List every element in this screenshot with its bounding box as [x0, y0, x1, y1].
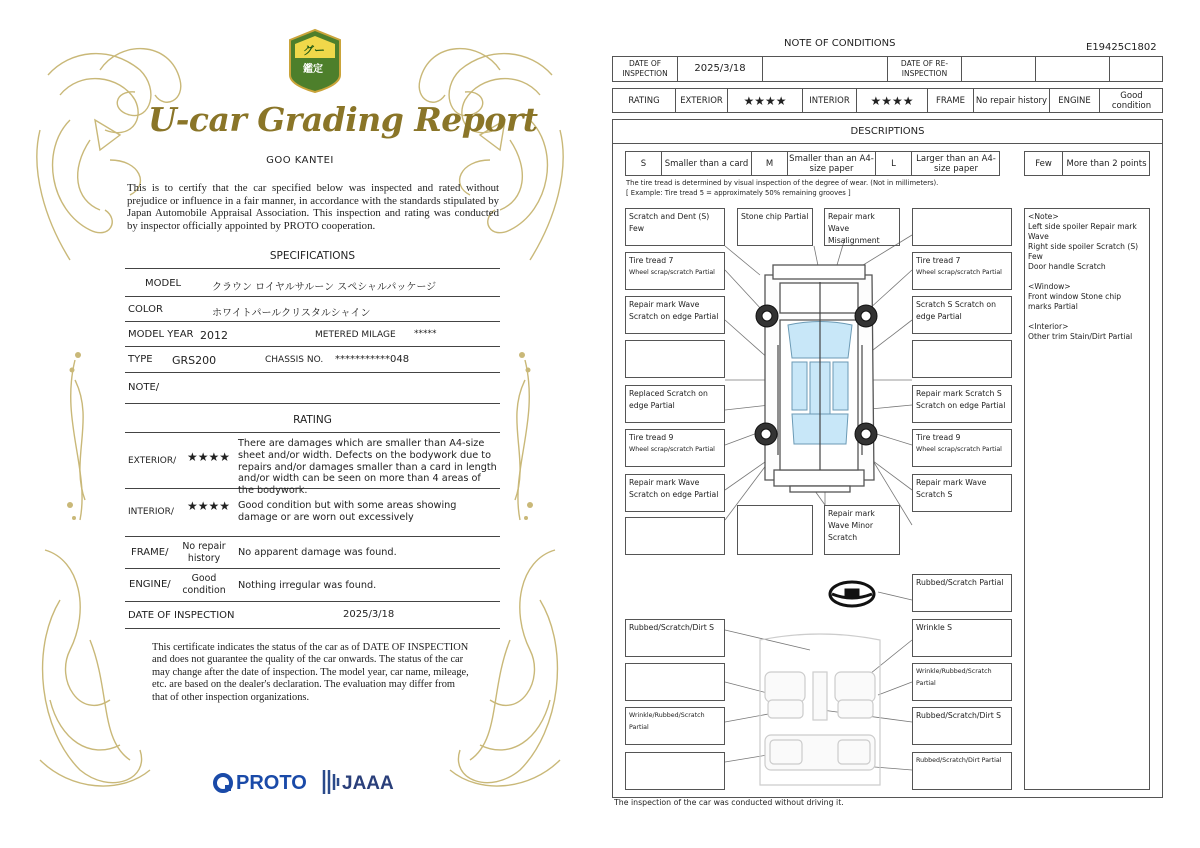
interior-note — [625, 663, 725, 701]
interior-note: Rubbed/Scratch/Dirt Partial — [912, 752, 1012, 790]
type-label: TYPE — [128, 354, 153, 365]
legend-s-desc: Smaller than a card — [662, 152, 752, 175]
exterior-rating-row — [125, 434, 500, 497]
date-inspection-value: 2025/3/18 — [678, 57, 763, 81]
interior-note: Rubbed/Scratch/Dirt S — [625, 619, 725, 657]
exterior-description: There are damages which are smaller than A4-size sheet and/or width. Defects on the bodywork due to repairs and/or damages smaller than a card in length and/or width can be seen on more than 4 areas of the bodywork. — [238, 438, 497, 497]
damage-note: Tire tread 9 Wheel scrap/scratch Partial — [625, 429, 725, 467]
note-of-conditions — [600, 0, 1200, 848]
legend-l-desc: Larger than an A4-size paper — [916, 153, 996, 174]
descriptions-heading: DESCRIPTIONS — [850, 126, 925, 137]
certificate-disclaimer: This certificate indicates the status of the car as of DATE OF INSPECTION and does not guarantee the quality of the car onwards. The status of the car may change after the date of inspection. The model year, car name, mileage, etc. are based on the dealer's declaration. The evaluation may differ from that of other inspection organizations. — [152, 642, 469, 703]
model-label: MODEL — [145, 278, 182, 289]
damage-note — [625, 517, 725, 555]
engine-description: Nothing irregular was found. — [238, 580, 377, 591]
interior-label: INTERIOR/ — [128, 507, 174, 517]
exterior-stars: ★★★★ — [728, 89, 803, 112]
model-value: クラウン ロイヤルサルーン スペシャルパッケージ — [212, 282, 437, 293]
date-label: DATE OF INSPECTION — [128, 610, 235, 621]
note-item: Left side spoiler Repair mark Wave — [1028, 222, 1137, 241]
damage-note — [912, 340, 1012, 378]
chassis-value: ***********048 — [335, 354, 410, 365]
damage-note: Repair mark Wave Minor Scratch — [824, 505, 900, 555]
badge-label-top: グー — [303, 44, 325, 57]
frame-label: FRAME — [928, 89, 974, 112]
damage-note: Repair mark Wave Scratch on edge Partial — [625, 296, 725, 334]
legend-s: S — [626, 152, 662, 175]
frame-value: No repair history — [182, 541, 226, 564]
mileage-value: ***** — [414, 329, 437, 339]
color-label: COLOR — [128, 304, 163, 315]
damage-note — [912, 208, 1012, 246]
legend-m: M — [752, 152, 788, 175]
note-of-conditions-heading: NOTE OF CONDITIONS — [784, 38, 896, 49]
note-row — [125, 373, 500, 404]
damage-note: Scratch and Dent (S) Few — [625, 208, 725, 246]
type-value: GRS200 — [172, 354, 217, 367]
model-year-value: 2012 — [200, 329, 228, 342]
damage-note: Repair mark Wave Scratch on edge Partial — [625, 474, 725, 512]
note-label: NOTE/ — [128, 382, 160, 393]
damage-note: Tire tread 7 Wheel scrap/scratch Partial — [625, 252, 725, 290]
jaaa-logo: JAAA — [342, 773, 394, 794]
note-item: Door handle Scratch — [1028, 262, 1106, 271]
interior-stars: ★★★★ — [857, 89, 928, 112]
frame-label: FRAME/ — [131, 547, 169, 558]
damage-note — [737, 505, 813, 555]
exterior-stars: ★★★★ — [187, 450, 231, 464]
damage-note: Repair mark Scratch S Scratch on edge Partial — [912, 385, 1012, 423]
proto-logo: PROTO — [236, 772, 307, 794]
damage-note: Tire tread 7 Wheel scrap/scratch Partial — [912, 252, 1012, 290]
model-year-row — [125, 322, 500, 347]
note-item: Right side spoiler Scratch (S) Few — [1028, 242, 1139, 261]
date-of-inspection-row — [125, 602, 500, 629]
tire-note: The tire tread is determined by visual inspection of the degree of wear. (Not in millimeters). — [626, 179, 939, 187]
note-item: Front window Stone chip marks Partial — [1028, 292, 1122, 311]
damage-note: Repair mark Wave Scratch S — [912, 474, 1012, 512]
mileage-label: METERED MILAGE — [315, 330, 396, 340]
damage-note: Scratch S Scratch on edge Partial — [912, 296, 1012, 334]
frame-description: No apparent damage was found. — [238, 547, 397, 558]
note-item: Other trim Stain/Dirt Partial — [1028, 332, 1133, 341]
badge-label-bottom: 鑑定 — [303, 64, 323, 75]
interior-note: Rubbed/Scratch Partial — [912, 574, 1012, 612]
damage-note: Tire tread 9 Wheel scrap/scratch Partial — [912, 429, 1012, 467]
rating-heading: RATING — [293, 414, 332, 426]
note-panel — [1024, 208, 1150, 790]
interior-note: Wrinkle S — [912, 619, 1012, 657]
steering-wheel-icon — [830, 582, 874, 606]
model-year-label: MODEL YEAR — [128, 329, 194, 340]
engine-label: ENGINE/ — [129, 579, 171, 590]
legend-few-desc: More than 2 points — [1066, 158, 1147, 169]
interior-note — [625, 752, 725, 790]
engine-label: ENGINE — [1050, 89, 1100, 112]
inspection-footnote: The inspection of the car was conducted without driving it. — [614, 798, 844, 807]
legend-m-desc: Smaller than an A4-size paper — [788, 152, 876, 175]
exterior-label: EXTERIOR/ — [128, 456, 177, 466]
window-header: <Window> — [1028, 282, 1071, 291]
engine-rating-row — [125, 569, 500, 602]
type-row — [125, 347, 500, 373]
legend-l: L — [876, 152, 912, 175]
frame-value: No repair history — [974, 89, 1050, 112]
certification-text: This is to certify that the car specified below was inspected and rated without prejudice or influence in a fair manner, in accordance with the standards stipulated by Japan Automobile Appraisal Association. This inspection and rating was conducted by inspector officially appointed by PROTO cooperation. — [127, 182, 499, 232]
interior-stars: ★★★★ — [187, 499, 231, 513]
interior-description: Good condition but with some areas showing damage or are worn out excessively — [238, 500, 457, 523]
date-inspection-label: DATE OF INSPECTION — [613, 57, 678, 81]
damage-note: Repair mark Wave Misalignment — [824, 208, 900, 246]
tire-example: [ Example: Tire tread 5 = approximately 50% remaining grooves ] — [626, 189, 851, 197]
interior-header: <Interior> — [1028, 322, 1069, 331]
damage-note — [625, 340, 725, 378]
engine-value: Good condition — [182, 573, 226, 596]
frame-rating-row — [125, 537, 500, 569]
interior-rating-row — [125, 489, 500, 537]
reinspection-label: DATE OF RE-INSPECTION — [888, 57, 962, 81]
interior-note: Wrinkle/Rubbed/Scratch Partial — [912, 663, 1012, 701]
color-value: ホワイトパールクリスタルシャイン — [212, 308, 371, 319]
legend-few: Few — [1025, 152, 1063, 175]
engine-value: Good condition — [1111, 90, 1152, 111]
chassis-label: CHASSIS NO. — [265, 355, 324, 365]
color-row — [125, 297, 500, 322]
specifications-heading: SPECIFICATIONS — [269, 250, 356, 262]
organization-name: GOO KANTEI — [266, 155, 334, 166]
interior-note: Wrinkle/Rubbed/Scratch Partial — [625, 707, 725, 745]
interior-label: INTERIOR — [803, 89, 857, 112]
damage-note: Replaced Scratch on edge Partial — [625, 385, 725, 423]
note-header: <Note> — [1028, 212, 1059, 221]
date-value: 2025/3/18 — [343, 609, 395, 620]
exterior-label: EXTERIOR — [676, 89, 728, 112]
jaaa-logo-icon — [320, 768, 340, 796]
proto-logo-icon — [212, 772, 234, 794]
document-id: E19425C1802 — [1086, 42, 1157, 53]
model-row — [125, 270, 500, 297]
damage-note: Stone chip Partial — [737, 208, 813, 246]
rating-label: RATING — [613, 89, 676, 112]
report-title: U-car Grading Report — [148, 100, 538, 139]
interior-note: Rubbed/Scratch/Dirt S — [912, 707, 1012, 745]
